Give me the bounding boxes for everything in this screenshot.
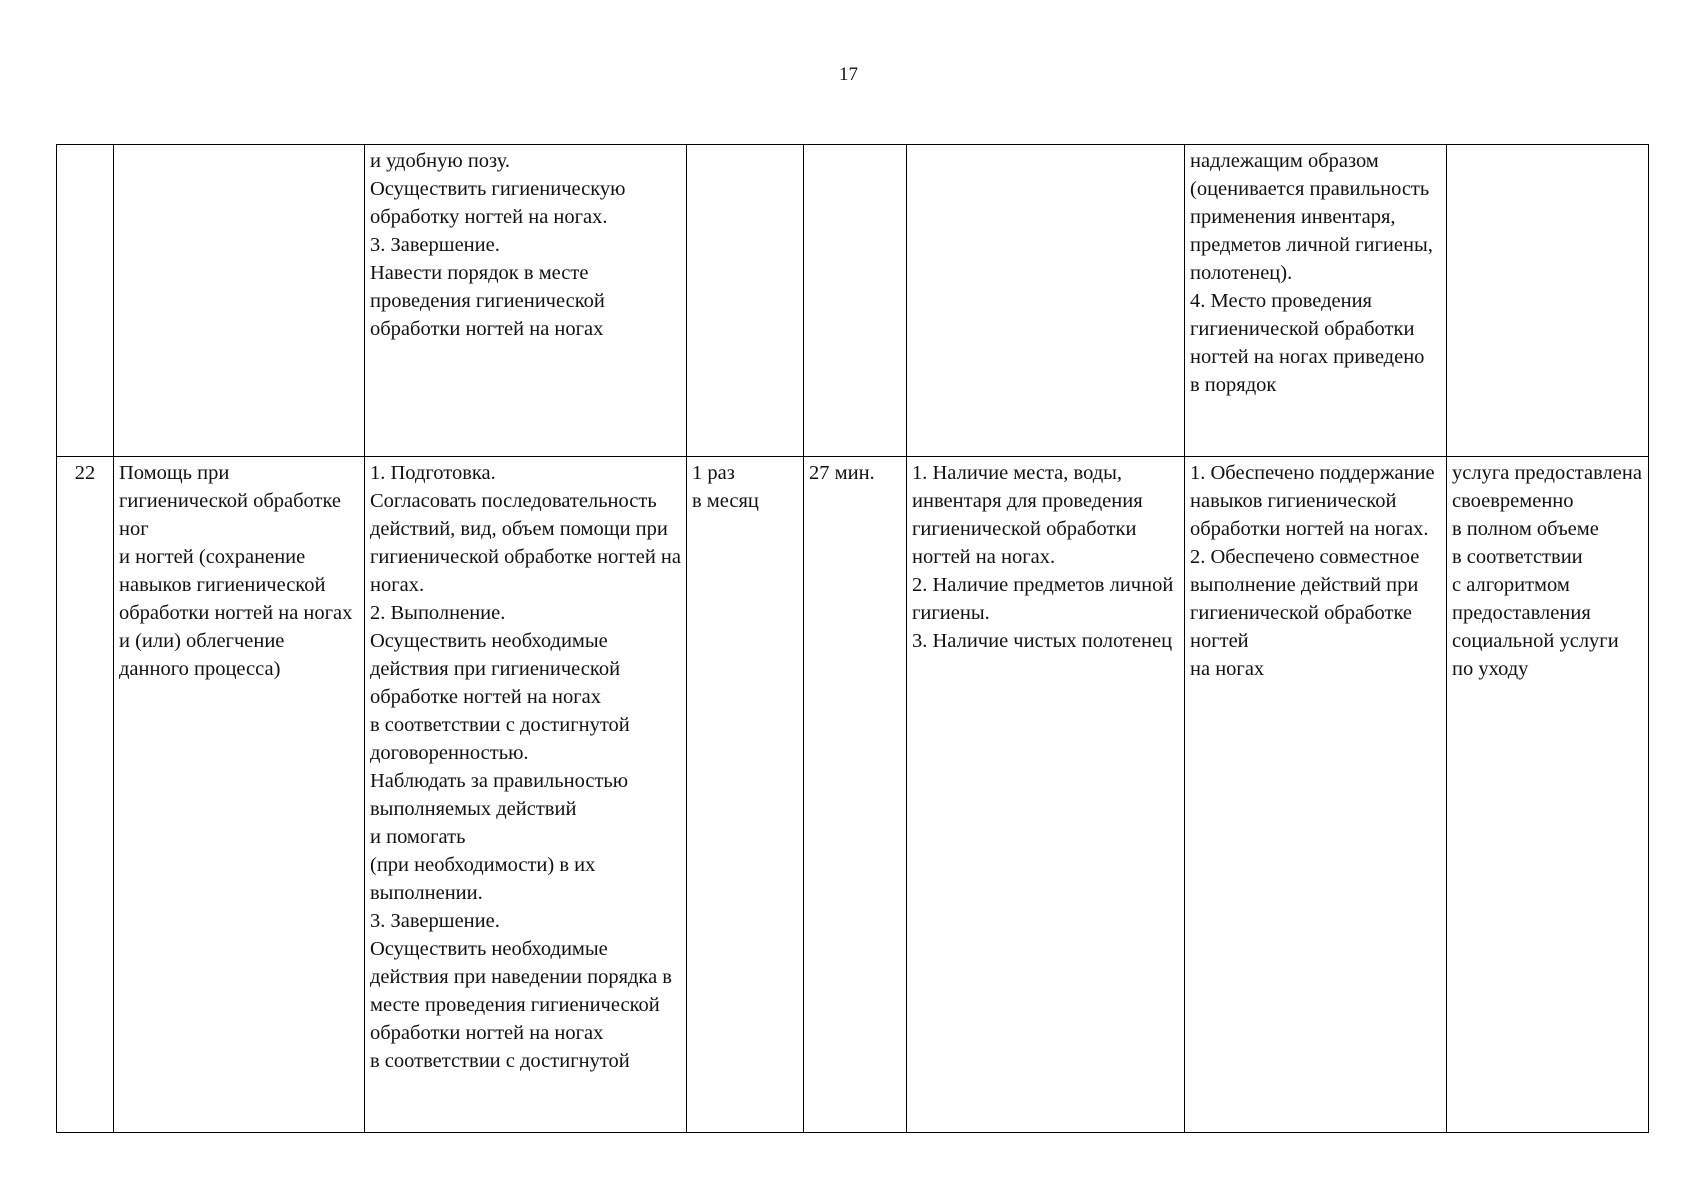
service-name-cell (114, 145, 365, 457)
conditions-cell (907, 145, 1185, 457)
service-actions-cell: и удобную позу. Осуществить гигиеническую обработку ногтей на ногах. 3. Завершение. Навести порядок в месте проведения гигиенической обработки ногтей на ногах (365, 145, 687, 457)
table-row-22 (57, 457, 1649, 1133)
quality-cell: услуга предоставлена своевременно в полном объеме в соответствии с алгоритмом предоставления социальной услуги по уходу (1447, 457, 1649, 1133)
table-row-continuation (57, 145, 1649, 457)
duration-cell (804, 145, 907, 457)
results-cell: 1. Обеспечено поддержание навыков гигиенической обработки ногтей на ногах. 2. Обеспечено совместное выполнение действий при гигиенической обработке ногтей на ногах (1185, 457, 1447, 1133)
services-table (56, 144, 1649, 1133)
row-number-cell: 22 (57, 457, 114, 1133)
duration-cell: 27 мин. (804, 457, 907, 1133)
periodicity-cell (687, 145, 804, 457)
quality-cell (1447, 145, 1649, 457)
service-name-cell: Помощь при гигиенической обработке ног и ногтей (сохранение навыков гигиенической обработки ногтей на ногах и (или) облегчение данного процесса) (114, 457, 365, 1133)
row-number-cell (57, 145, 114, 457)
periodicity-cell: 1 раз в месяц (687, 457, 804, 1133)
results-cell: надлежащим образом (оценивается правильность применения инвентаря, предметов личной гигиены, полотенец). 4. Место проведения гигиенической обработки ногтей на ногах приведено в порядок (1185, 145, 1447, 457)
conditions-cell: 1. Наличие места, воды, инвентаря для проведения гигиенической обработки ногтей на ногах. 2. Наличие предметов личной гигиены. 3. Наличие чистых полотенец (907, 457, 1185, 1133)
page-number: 17 (839, 64, 858, 85)
service-actions-cell: 1. Подготовка. Согласовать последовательность действий, вид, объем помощи при гигиенической обработке ногтей на ногах. 2. Выполнение. Осуществить необходимые действия при гигиенической обработке ногтей на ногах в соответствии с достигнутой договоренностью. Наблюдать за правильностью выполняемых действий и помогать (при необходимости) в их выполнении. 3. Завершение. Осуществить необходимые действия при наведении порядка в месте проведения гигиенической обработки ногтей на ногах в соответствии с достигнутой (365, 457, 687, 1133)
